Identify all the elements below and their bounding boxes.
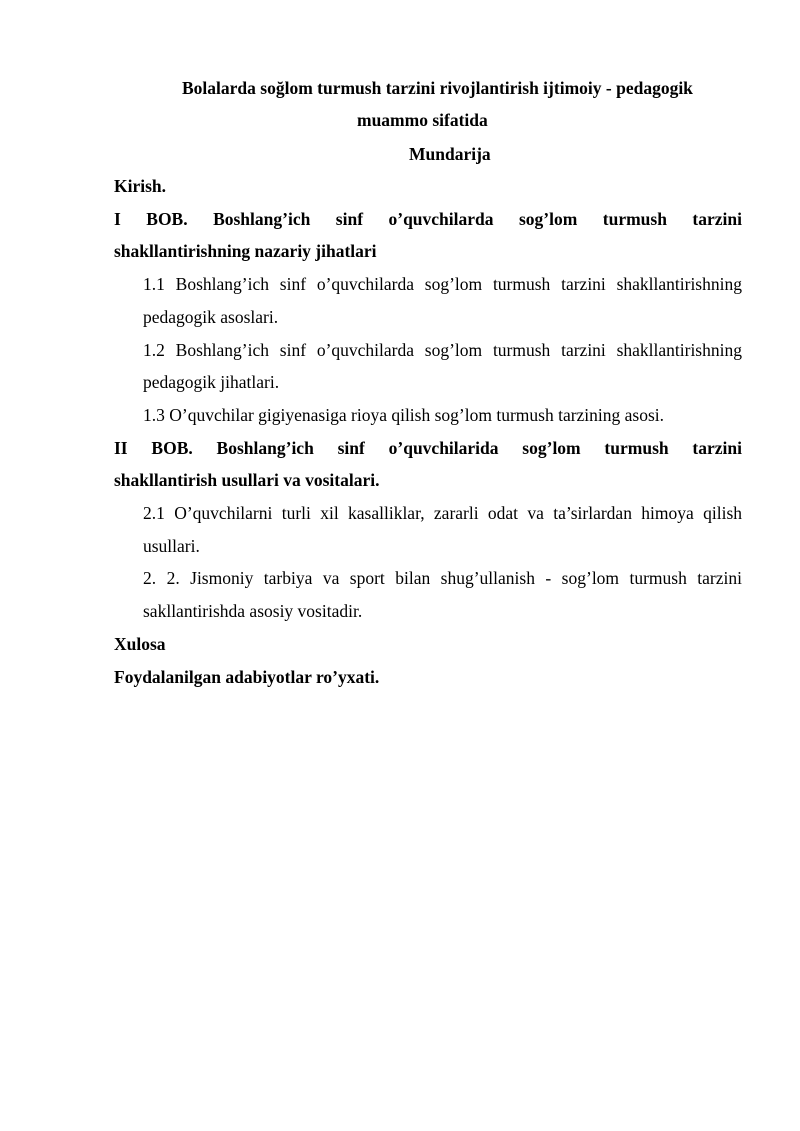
document-title	[114, 72, 741, 136]
toc-entry-references: Foydalanilgan adabiyotlar ro’yxati.	[114, 666, 380, 687]
title-line-1: Bolalarda soğlom turmush tarzini rivojlantirish ijtimoiy - pedagogik	[182, 78, 693, 98]
toc-entry-section-2-2: 2. 2. Jismoniy tarbiya va sport bilan shug’ullanish - sog’lom turmush tarzini sakllantirishda asosiy vositadir.	[143, 568, 742, 622]
toc-entry-chapter-1: I BOB. Boshlang’ich sinf o’quvchilarda sog’lom turmush tarzini shakllantirishning nazariy jihatlari	[114, 208, 742, 262]
toc-entry-section-1-1: 1.1 Boshlang’ich sinf o’quvchilarda sog’lom turmush tarzini shakllantirishning pedagogik asoslari.	[143, 274, 742, 327]
toc-entry-section-2-1: 2.1 O’quvchilarni turli xil kasalliklar, zararli odat va ta’sirlardan himoya qilish usullari.	[143, 503, 742, 556]
toc-entry-conclusion: Xulosa	[114, 633, 166, 654]
title-line-2: muammo sifatida	[357, 110, 488, 130]
table-of-contents	[114, 170, 742, 693]
toc-entry-section-1-2: 1.2 Boshlang’ich sinf o’quvchilarda sog’lom turmush tarzini shakllantirishning pedagogik jihatlari.	[143, 339, 742, 393]
toc-entry-section-1-3: 1.3 O’quvchilar gigiyenasiga rioya qilish sog’lom turmush tarzining asosi.	[143, 404, 665, 425]
toc-entry-chapter-2: II BOB. Boshlang’ich sinf o’quvchilarida sog’lom turmush tarzini shakllantirish usullari va vositalari.	[114, 437, 742, 491]
toc-entry-introduction: Kirish.	[114, 176, 167, 196]
toc-heading: Mundarija	[409, 144, 491, 164]
